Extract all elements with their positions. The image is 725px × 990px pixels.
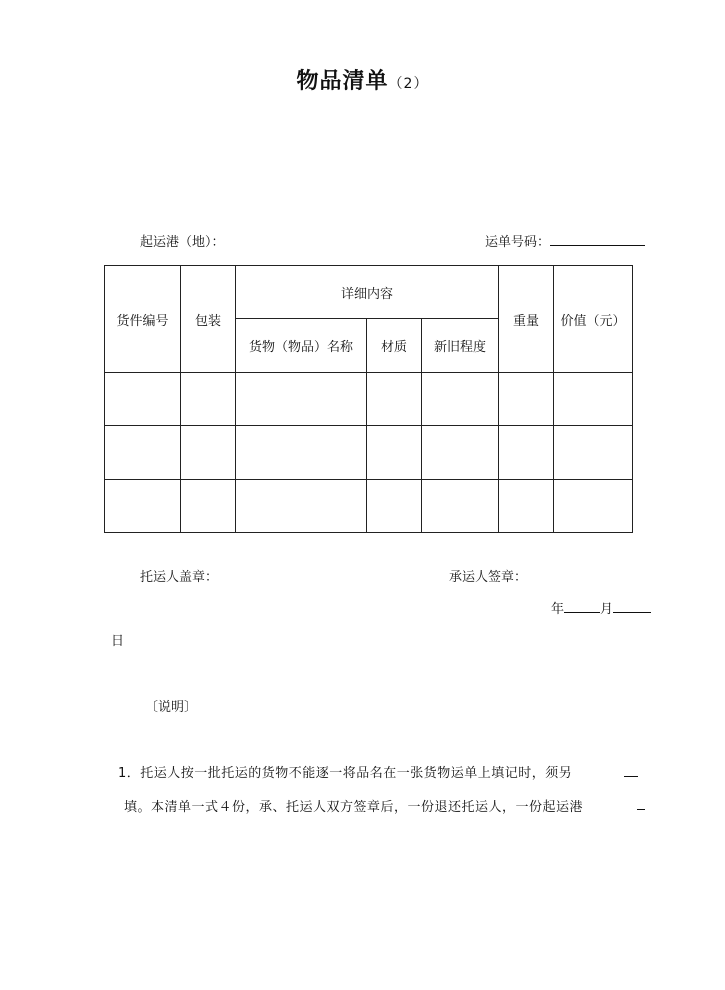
shipper-seal-label: 托运人盖章：: [140, 570, 219, 585]
date-field: [551, 598, 651, 617]
cell-package[interactable]: [181, 426, 236, 480]
day-blank[interactable]: [613, 600, 651, 613]
table-row: [105, 426, 633, 480]
waybill-number-field: [485, 231, 645, 250]
cell-weight[interactable]: [499, 480, 554, 533]
cell-package[interactable]: [181, 373, 236, 426]
cell-cargo-number[interactable]: [105, 480, 181, 533]
notes-line-2-text: 填。本清单一式４份，承、托运人双方签章后，一份退还托运人，一份起运港: [124, 800, 584, 815]
notes-line-1-text: 1．托运人按一批托运的货物不能逐一将品名在一张货物运单上填记时，须另: [118, 766, 573, 781]
title-number: （2）: [388, 76, 429, 92]
cell-cargo-number[interactable]: [105, 373, 181, 426]
cell-material[interactable]: [367, 373, 422, 426]
notes-heading: 〔说明〕: [145, 700, 198, 715]
cell-condition[interactable]: [422, 373, 499, 426]
cell-material[interactable]: [367, 480, 422, 533]
cell-item-name[interactable]: [236, 480, 367, 533]
notes-line-2: [124, 796, 583, 815]
cell-value[interactable]: [554, 480, 633, 533]
notes-line-2-blank: [637, 797, 645, 810]
notes-line-1-blank: [624, 764, 638, 777]
cell-item-name[interactable]: [236, 426, 367, 480]
cell-condition[interactable]: [422, 480, 499, 533]
waybill-number-label: 运单号码：: [485, 235, 551, 250]
month-blank[interactable]: [564, 600, 600, 613]
header-detail-contents: 详细内容: [236, 266, 499, 319]
year-label: 年: [551, 602, 565, 617]
cell-weight[interactable]: [499, 373, 554, 426]
cell-cargo-number[interactable]: [105, 426, 181, 480]
cell-value[interactable]: [554, 373, 633, 426]
header-package: 包装: [181, 266, 236, 373]
notes-line-1: [118, 762, 572, 781]
month-label: 月: [600, 602, 614, 617]
table-row: [105, 480, 633, 533]
cell-weight[interactable]: [499, 426, 554, 480]
header-condition: 新旧程度: [422, 319, 499, 373]
waybill-number-blank[interactable]: [550, 233, 645, 246]
header-item-name: 货物（物品）名称: [236, 319, 367, 373]
table-row: [105, 373, 633, 426]
header-value: 价值（元）: [554, 266, 633, 373]
cell-material[interactable]: [367, 426, 422, 480]
title-main: 物品清单: [296, 69, 389, 94]
header-cargo-number: 货件编号: [105, 266, 181, 373]
cell-value[interactable]: [554, 426, 633, 480]
document-title: [0, 64, 725, 95]
cell-item-name[interactable]: [236, 373, 367, 426]
carrier-sign-label: 承运人签章：: [449, 570, 528, 585]
header-weight: 重量: [499, 266, 554, 373]
origin-port-label: 起运港（地）：: [140, 235, 225, 250]
cell-package[interactable]: [181, 480, 236, 533]
day-label: 日: [111, 634, 125, 649]
item-list-table: [104, 265, 633, 533]
cell-condition[interactable]: [422, 426, 499, 480]
header-material: 材质: [367, 319, 422, 373]
